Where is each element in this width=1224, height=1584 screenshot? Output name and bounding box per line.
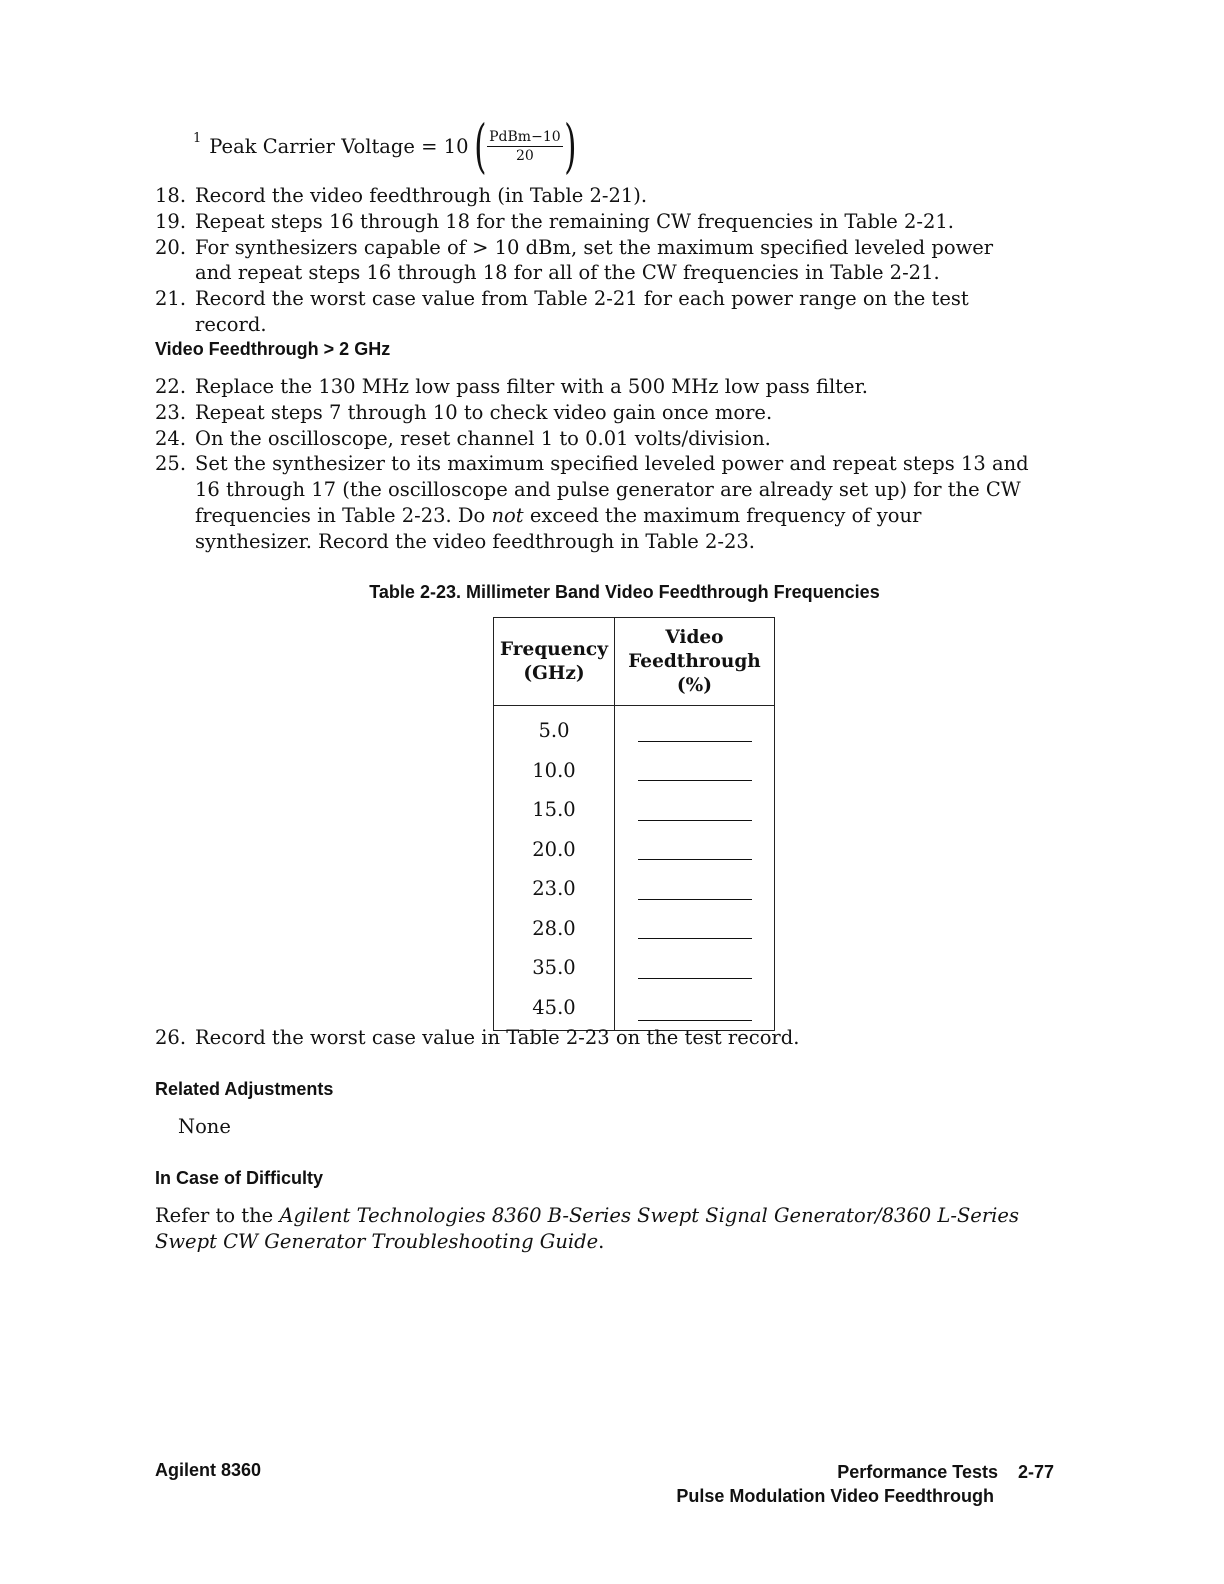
feedthrough-entry-blank bbox=[614, 909, 774, 949]
list-item bbox=[155, 209, 1035, 235]
table-row bbox=[494, 706, 775, 751]
step-text: Repeat steps 7 through 10 to check video gain once more. bbox=[195, 400, 773, 424]
frequency-cell: 28.0 bbox=[494, 909, 615, 949]
blank-line bbox=[638, 899, 752, 900]
guide-title: Agilent Technologies 8360 B-Series Swept Signal Generator/8360 L-Series Swept CW Generator Troubleshooting Guide bbox=[155, 1204, 1019, 1253]
feedthrough-table bbox=[493, 617, 775, 1031]
difficulty-paragraph bbox=[155, 1203, 1055, 1255]
formula-exponent bbox=[487, 129, 563, 164]
frequency-cell: 23.0 bbox=[494, 869, 615, 909]
feedthrough-entry-blank bbox=[614, 790, 774, 830]
list-item bbox=[155, 1025, 1035, 1051]
header-line: Feedthrough (%) bbox=[628, 651, 761, 696]
header-line: (GHz) bbox=[523, 663, 585, 684]
exponent-numerator: PdBm−10 bbox=[489, 128, 561, 145]
feedthrough-entry-blank bbox=[614, 948, 774, 988]
steps-list-c bbox=[155, 1025, 1035, 1051]
step-text: For synthesizers capable of > 10 dBm, set the maximum specified leveled power and repeat steps 16 through 18 for all of the CW frequencies in Table 2-21. bbox=[195, 235, 994, 285]
header-line: Video bbox=[665, 627, 724, 648]
step-text: Set the synthesizer to its maximum specified leveled power and repeat steps 13 and 16 through 17 (the oscilloscope and pulse generator are already set up) for the CW frequencies in Table 2-23. Do bbox=[195, 452, 1029, 527]
list-item bbox=[155, 374, 1035, 400]
frequency-cell: 20.0 bbox=[494, 830, 615, 870]
step-number: 25. bbox=[155, 452, 187, 476]
table-row bbox=[494, 751, 775, 791]
blank-line bbox=[638, 780, 752, 781]
list-item bbox=[155, 183, 1035, 209]
left-paren: ( bbox=[473, 112, 487, 180]
list-item bbox=[155, 400, 1035, 426]
right-paren: ) bbox=[563, 112, 577, 180]
section-heading-in-case-of-difficulty: In Case of Difficulty bbox=[155, 1168, 324, 1188]
step-number: 20. bbox=[155, 235, 187, 259]
steps-list-a bbox=[155, 183, 1035, 338]
blank-line bbox=[638, 741, 752, 742]
step-emphasis: not bbox=[491, 503, 524, 527]
step-text: On the oscilloscope, reset channel 1 to 0.01 volts/division. bbox=[195, 426, 771, 450]
feedthrough-entry-blank bbox=[614, 751, 774, 791]
list-item bbox=[155, 286, 1035, 338]
frequency-cell: 15.0 bbox=[494, 790, 615, 830]
related-adjustments-text: None bbox=[178, 1115, 231, 1138]
table-row bbox=[494, 830, 775, 870]
step-text: Record the worst case value in Table 2-23 on the test record. bbox=[195, 1026, 800, 1049]
table-row bbox=[494, 948, 775, 988]
footer-subsection-title: Pulse Modulation Video Feedthrough bbox=[676, 1486, 994, 1506]
frequency-cell: 45.0 bbox=[494, 988, 615, 1031]
step-number: 18. bbox=[155, 184, 187, 207]
frequency-cell: 35.0 bbox=[494, 948, 615, 988]
exponent-denominator: 20 bbox=[515, 147, 534, 164]
header-line: Frequency bbox=[500, 639, 608, 660]
step-number: 21. bbox=[155, 287, 187, 311]
difficulty-tail: . bbox=[598, 1230, 605, 1253]
step-number: 19. bbox=[155, 209, 187, 233]
list-item bbox=[155, 426, 1035, 452]
footer-row bbox=[676, 1460, 1054, 1484]
step-number: 26. bbox=[155, 1026, 187, 1049]
frequency-cell: 10.0 bbox=[494, 751, 615, 791]
step-number: 23. bbox=[155, 400, 187, 424]
table-row bbox=[494, 869, 775, 909]
section-heading-related-adjustments: Related Adjustments bbox=[155, 1079, 334, 1099]
formula-lhs: Peak Carrier Voltage = 10 bbox=[209, 134, 469, 158]
step-text: Record the video feedthrough (in Table 2-21). bbox=[195, 184, 648, 207]
footer-page-number: 2-77 bbox=[1017, 1462, 1054, 1482]
footnote-formula bbox=[193, 112, 581, 180]
blank-line bbox=[638, 1020, 752, 1021]
footer-section-info bbox=[676, 1460, 1054, 1508]
step-text: Record the worst case value from Table 2-21 for each power range on the test record. bbox=[195, 287, 969, 336]
frequency-cell: 5.0 bbox=[494, 706, 615, 751]
feedthrough-entry-blank bbox=[614, 869, 774, 909]
blank-line bbox=[638, 820, 752, 821]
list-item bbox=[155, 451, 1035, 554]
feedthrough-entry-blank bbox=[614, 830, 774, 870]
steps-list-b bbox=[155, 374, 1035, 555]
blank-line bbox=[638, 938, 752, 939]
list-item bbox=[155, 235, 1035, 287]
feedthrough-entry-blank bbox=[614, 706, 774, 751]
table-header-row bbox=[494, 618, 775, 706]
blank-line bbox=[638, 978, 752, 979]
table-caption: Table 2-23. Millimeter Band Video Feedthrough Frequencies bbox=[369, 582, 880, 602]
step-number: 22. bbox=[155, 375, 187, 398]
column-header-feedthrough bbox=[614, 618, 774, 706]
step-number: 24. bbox=[155, 426, 187, 450]
step-text: Repeat steps 16 through 18 for the remaining CW frequencies in Table 2-21. bbox=[195, 209, 954, 233]
table-row bbox=[494, 909, 775, 949]
difficulty-lead: Refer to the bbox=[155, 1204, 280, 1227]
step-text: exceed the maximum frequency of your synthesizer. Record the video feedthrough in Table 2-23. bbox=[195, 503, 922, 553]
footer-product-name: Agilent 8360 bbox=[155, 1460, 262, 1480]
step-text: Replace the 130 MHz low pass filter with a 500 MHz low pass filter. bbox=[195, 375, 868, 398]
blank-line bbox=[638, 859, 752, 860]
column-header-frequency bbox=[494, 618, 615, 706]
table-row bbox=[494, 790, 775, 830]
footer-section-title: Performance Tests bbox=[837, 1462, 998, 1482]
footnote-marker: 1 bbox=[193, 130, 202, 146]
section-heading-video-feedthrough: Video Feedthrough > 2 GHz bbox=[155, 339, 391, 359]
